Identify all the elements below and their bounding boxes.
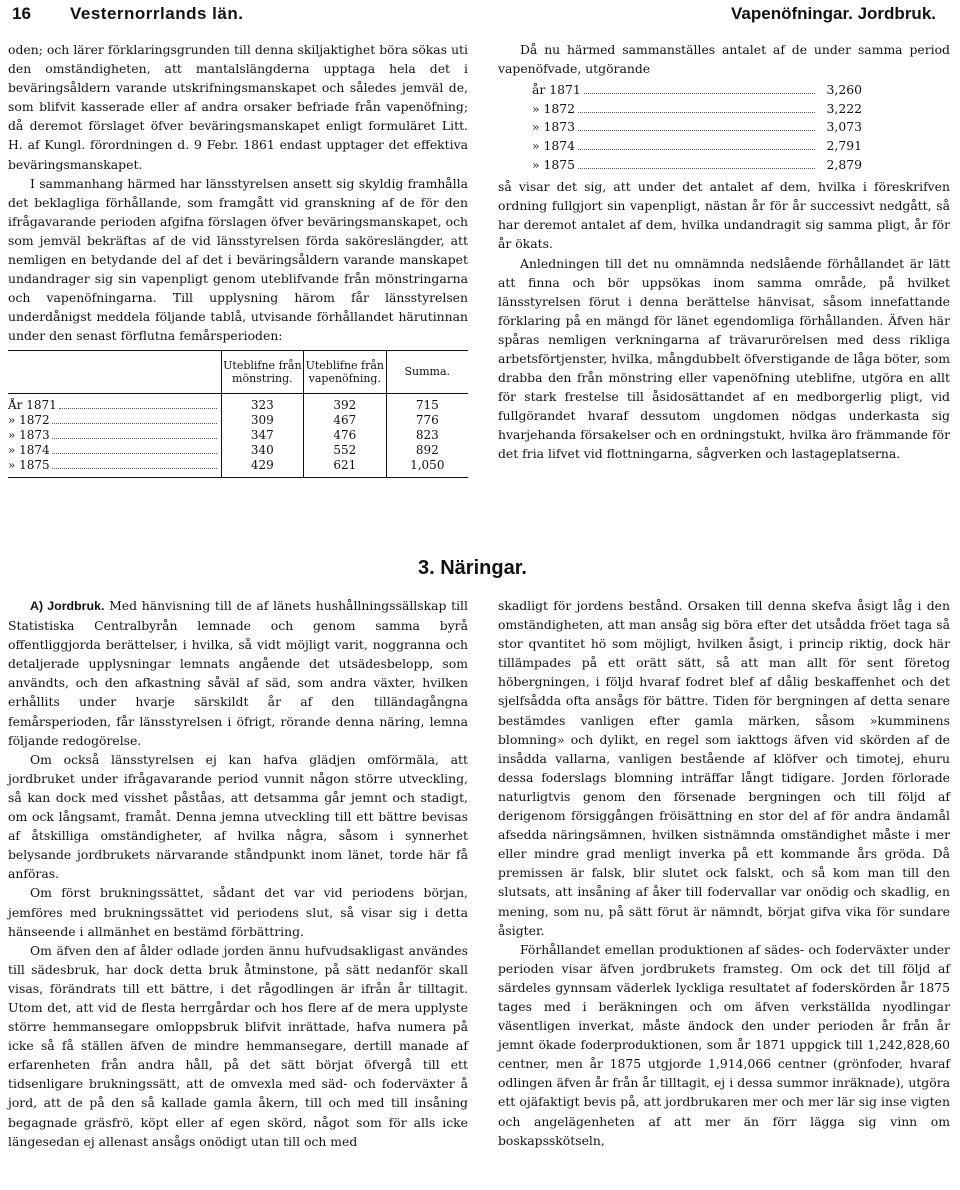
table-cell: 823 xyxy=(386,428,468,443)
list-item xyxy=(532,117,862,136)
running-title-right: Vapenöfningar. Jordbruk. xyxy=(731,4,936,23)
table-cell: » 1875 xyxy=(8,457,50,472)
table-cell: » 1874 xyxy=(8,442,50,457)
table-header-cell: Summa. xyxy=(386,351,468,393)
table-cell: » 1873 xyxy=(8,427,50,442)
table-cell: År 1871 xyxy=(8,397,57,412)
list-item-label: » 1872 xyxy=(532,100,576,116)
table-row xyxy=(8,443,468,458)
list-item xyxy=(532,155,862,174)
paragraph: skadligt för jordens bestånd. Orsaken till denna skefva åsigt låg i den omständigheten, att man ansåg sig böra efter det utsådda fröet taga så stor qvantitet hö som möjligt, hvilken åsigt, i princip riktig, dock här tillämpades på ett orätt sätt, så att man allt för sent företog höbergningen, i följd hvaraf fodret blef af dålig beskaffenhet och det sjelfsådda ofta ansågs för bättre. Tiden för bergningen af detta senare bestämdes vanligen efter gamla märken, såsom »kumminens blomning» och dylikt, en regel som iakttogs äfven vid skörden af de insådda vallarna, vanligen bestående af klöfver och timotej, ehuru dessa foderslags blomning inträffar långt tidigare. Jorden förlorade naturligtvis genom den försenade bergningen och till följd af derigenom försiggången fröisättning en stor del af för andra ändamål afsedda näringsämnen, hvilken sistnämnda omständighet måste i mer eller mindre grad menligt inverka på ett kommande års gröda. Då premissen är falsk, blir slutet ock falskt, och så kom man till den slutsats, att insåning af åker till fodervallar var onödig och skadlig, en mening, som nu, på sätt förut är nämndt, börjat gifva vika för sundare åsigter. xyxy=(498,598,950,938)
drilled-list xyxy=(532,80,950,173)
table-cell: 715 xyxy=(386,398,468,413)
paragraph: så visar det sig, att under det antalet af dem, hvilka i föreskrifven ordning fullgjort sin vapenpligt, nästan år för år successivt nedgått, så har deremot antalet af dem, hvilka undandragit sig samma pligt, år för år ökats. xyxy=(498,179,950,252)
column-bottom-right xyxy=(498,596,950,1150)
list-item xyxy=(532,136,862,155)
table-cell: 323 xyxy=(221,398,303,413)
list-item-value: 3,260 xyxy=(826,82,862,98)
list-item-label: år 1871 xyxy=(532,82,581,98)
list-item-label: » 1875 xyxy=(532,156,576,172)
table-header-cell: Uteblifne från vapenöfning. xyxy=(303,351,385,393)
table-cell: 429 xyxy=(221,458,303,473)
section-heading: 3. Näringar. xyxy=(418,557,527,579)
list-item xyxy=(532,80,862,99)
table-header-cell: Uteblifne från mönstring. xyxy=(221,351,303,393)
table-cell: 552 xyxy=(303,443,385,458)
paragraph: Om äfven den af ålder odlade jorden ännu hufvudsakligast användes till sädesbruk, har dock detta bruk åtminstone, på sätt nedanför skall visas, förändrats till ett bättre, i det rågodlingen är ifrån år tilltagit. Utom det, att vid de flesta herrgårdar och hos flere af de mera upplyste större hemmansegare omloppsbruk blifvit inrättade, hafva numera på icke så få ställen äfven de mindre hemmansegare, dertill manade af erfarenheten från andra håll, på det sätt börjat öfvergå till ett tidsenligare brukningssätt, att de omvexla med säd- och foderväxter å jord, att de på den så kallade gamla åkern, till och med till insåning begagnade gräsfrö, köpt eller af egen skörd, något som för alls icke längesedan ej allenast ansågs onödigt utan till och med xyxy=(8,942,468,1149)
paragraph: Anledningen till det nu omnämnda nedslående förhållandet är lätt att finna och bör uppsökas inom samma område, på hvilket länsstyrelsen förut i denna berättelse hänvisat, såsom innefattande förklaring på en mängd för länet egendomliga förhållanden. Äfven här spåras nemligen verkningarna af trävarurörelsen med dess rikliga arbetsförtjenster, hvilka, mångdubbelt öfverstigande de låga böter, som drabba den från mönstring eller vapenöfning uteblifne, utgöra en allt för stark frestelse till åsidosättandet af en medborgerlig pligt, vid fullgörandet hvaraf dessutom ungdomen nödgas underkasta sig hvarjehanda försakelser och en ordningstukt, hvilka äro främmande för det fria lifvet vid flottningarna, sågverken och lastageplatserna. xyxy=(498,255,950,462)
table-cell: 776 xyxy=(386,413,468,428)
list-item-value: 3,073 xyxy=(826,119,862,135)
running-title-left: Vesternorrlands län. xyxy=(70,4,244,23)
table-cell: » 1872 xyxy=(8,412,50,427)
paragraph: Om först brukningssättet, sådant det var vid periodens början, jemföres med brukningssättet vid periodens slut, så visar sig i detta hänseende i allmänhet en bestämd förbättring. xyxy=(8,885,468,939)
table-cell: 467 xyxy=(303,413,385,428)
paragraph: oden; och lärer förklaringsgrunden till denna skiljaktighet böra sökas uti den omständigheten, att mantalslängderna upptaga hela det i beväringsåldern varande utskrifningsmanskapet och således jemväl de, som blifvit kasserade eller af andra orsaker befriade från vapenöfning; då deremot förslaget öfver beväringsmanskapet enligt formuläret Litt. H. af Kungl. förordningen d. 9 Febr. 1861 endast upptager det effektiva beväringsmanskapet. xyxy=(8,42,468,172)
absence-table xyxy=(8,350,468,478)
table-cell: 347 xyxy=(221,428,303,443)
paragraph: Om också länsstyrelsen ej kan hafva glädjen omförmäla, att jordbruket under ifrågavarande period vunnit någon större utveckling, så kan dock med visshet påståas, att detsamma går jemnt och stadigt, om ock långsamt, framåt. Denna jemna utveckling till ett bättre bevisas af åtskilliga omständigheter, af hvilka några, såsom i synnerhet belysande jordbrukets närvarande ståndpunkt inom länet, torde här få anföras. xyxy=(8,751,468,882)
table-header-cell xyxy=(8,351,221,393)
table-row xyxy=(8,428,468,443)
column-top-right xyxy=(498,40,950,464)
subsection-heading: A) Jordbruk. xyxy=(30,599,105,613)
list-item xyxy=(532,99,862,118)
list-item-label: » 1874 xyxy=(532,137,576,153)
page-number: 16 xyxy=(12,4,31,23)
table-cell: 621 xyxy=(303,458,385,473)
table-cell: 340 xyxy=(221,443,303,458)
table-cell: 892 xyxy=(386,443,468,458)
paragraph: Då nu härmed sammanställes antalet af de under samma period vapenöfvade, utgörande xyxy=(498,42,950,77)
list-item-label: » 1873 xyxy=(532,119,576,135)
column-bottom-left xyxy=(8,596,468,1151)
paragraph: I sammanhang härmed har länsstyrelsen ansett sig skyldig framhålla det beklagliga förhållande, som framgått vid granskning af de för den ifrågavarande perioden afgifna förslagen öfver beväringsmanskapet, och som jemväl bekräftas af de vid länsstyrelsen förda saköreslängder, att nemligen en betydande del af det i beväringsåldern varande manskapet undandrager sig sin vapenpligt genom uteblifvande från mönstringarna och vapenöfningarna. Till upplysning härom får länsstyrelsen underdånigst meddela följande tablå, utvisande förhållandet härutinnan under den senast förflutna femårsperioden: xyxy=(8,175,468,344)
table-cell: 1,050 xyxy=(386,458,468,473)
paragraph: A) Jordbruk. Med hänvisning till de af länets hushållningssällskap till Statistiska Centralbyrån lemnade och genom samma byrå offentliggjorda berättelser, i hvilka, så vidt möjligt varit, noggranna och detaljerade upplysningar lemnats angående det utsädesbelopp, som användts, och den afkastning såväl af säd, som andra växter, hvilken erhållits under hvarje särskildt år af den tilländagångna femårsperioden, får länsstyrelsen i öfrigt, rörande denna näring, lemna följande redogörelse. xyxy=(8,598,468,748)
list-item-value: 3,222 xyxy=(826,100,862,116)
paragraph: Förhållandet emellan produktionen af sädes- och foderväxter under perioden visar äfven jordbrukets framsteg. Om ock det till följd af särdeles gynnsam väderlek lyckliga resultatet af foderskörden år 1875 tages med i beräkningen och om äfven verkställda nyodlingar väsentligen inverkat, måste ändock den under perioden år från år jemnt ökade foderproduktionen, som år 1871 uppgick till 1,242,828,60 centner, men år 1875 utgjorde 1,914,066 centner (grönfoder, hvaraf odlingen äfven år från år tilltagit, ej i dessa summor inräknade), utgöra ett ojäfaktigt bevis på, att jordbrukaren mer och mer lär sig inse vigten och angelägenheten af att mer än förr lägga sig vinn om boskapsskötseln, xyxy=(498,941,950,1148)
table-spacer xyxy=(8,473,468,477)
table-row xyxy=(8,458,468,473)
table-header-row xyxy=(8,351,468,394)
table-cell: 392 xyxy=(303,398,385,413)
list-item-value: 2,879 xyxy=(826,156,862,172)
table-cell: 476 xyxy=(303,428,385,443)
table-row xyxy=(8,413,468,428)
list-item-value: 2,791 xyxy=(826,137,862,153)
page-header xyxy=(8,4,952,26)
table-cell: 309 xyxy=(221,413,303,428)
column-top-left xyxy=(8,40,468,478)
table-row xyxy=(8,398,468,413)
